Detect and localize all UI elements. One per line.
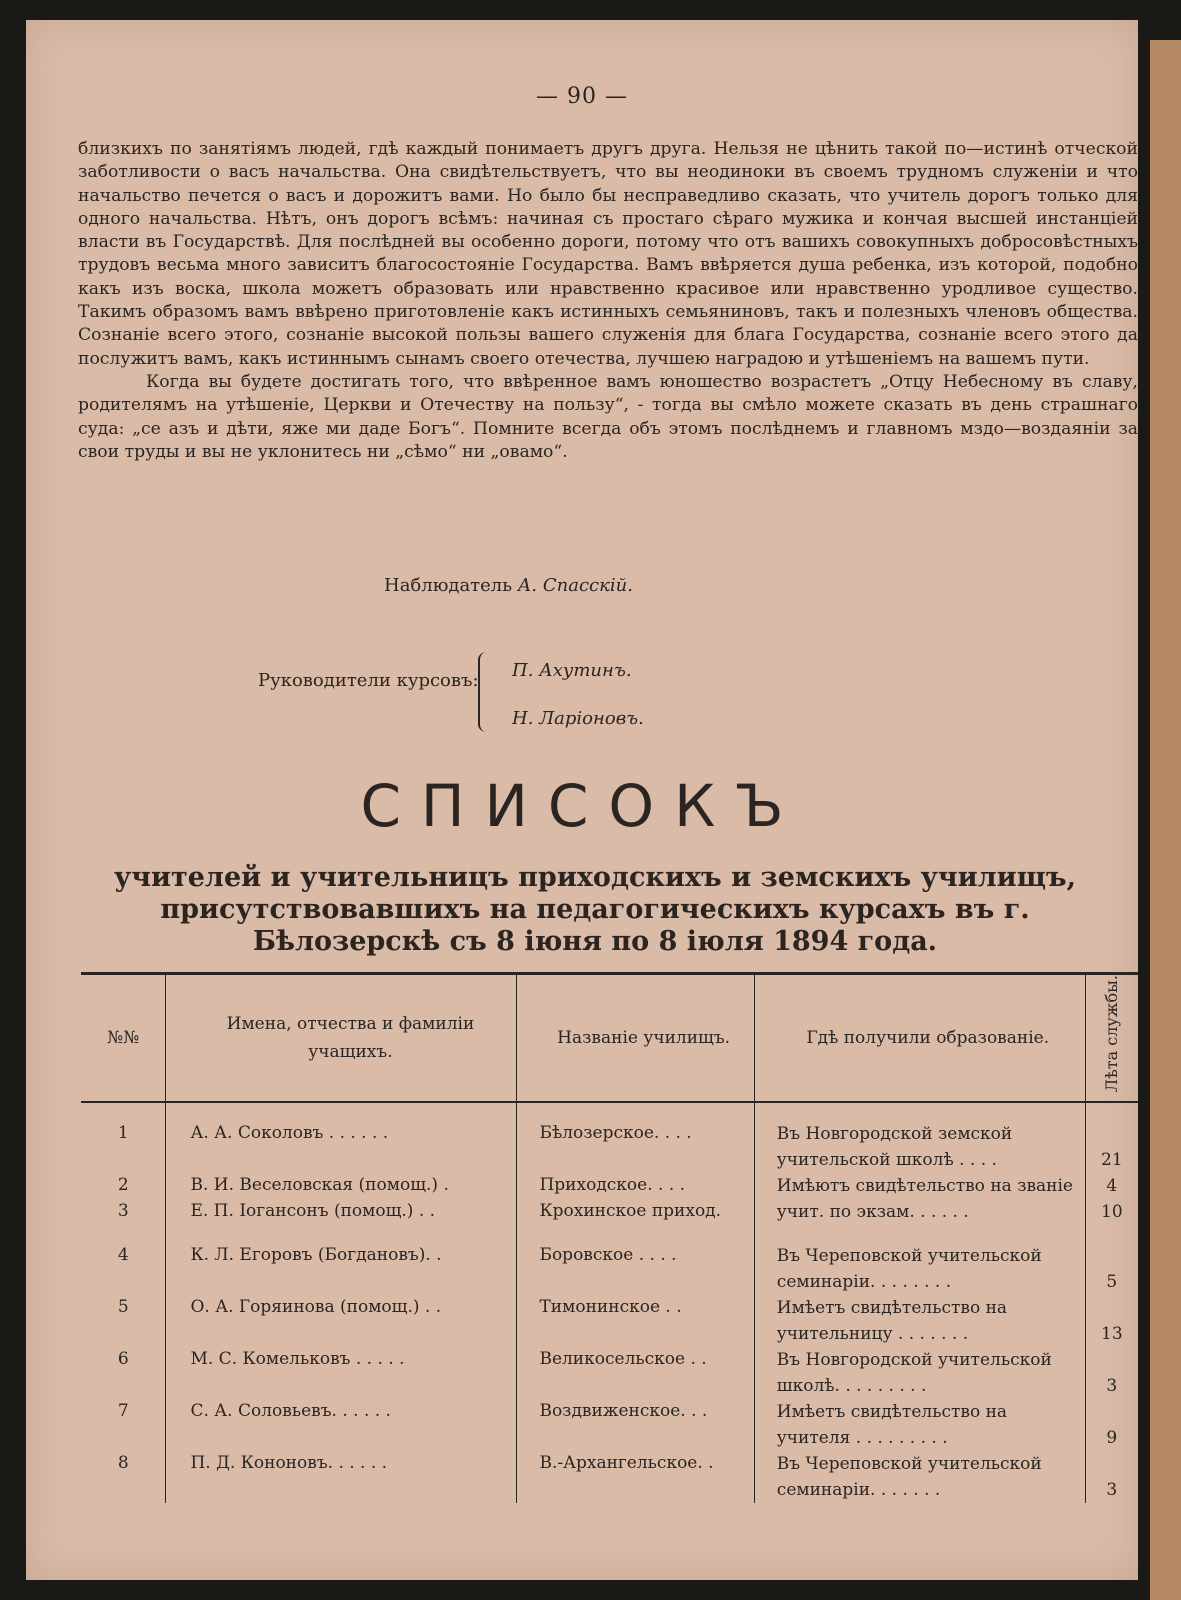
row-education: Имѣютъ свидѣтельство на званiе (754, 1173, 1085, 1199)
row-num: 1 (117, 1123, 129, 1144)
row-name: М. С. Комельковъ . . . . . (166, 1347, 517, 1399)
row-name: О. А. Горяинова (помощ.) . . (166, 1295, 517, 1347)
brace-bracket (478, 652, 490, 732)
table-row (81, 1451, 1138, 1503)
header-education: Гдѣ получили образованiе. (754, 975, 1085, 1102)
row-name: К. Л. Егоровъ (Богдановъ). . (166, 1243, 517, 1295)
row-education: Въ Череповской учительской семинарiи. . . . . . . . (754, 1243, 1085, 1295)
row-name: С. А. Соловьевъ. . . . . . (166, 1399, 517, 1451)
row-name: Е. П. Iогансонъ (помощ.) . . (166, 1199, 517, 1225)
row-num: 3 (117, 1201, 129, 1222)
next-page-edge (1150, 40, 1181, 1600)
row-education: учит. по экзам. . . . . . (754, 1199, 1085, 1225)
table-row (81, 1173, 1138, 1199)
row-education: Въ Новгородской учительской школѣ. . . . . . . . . (754, 1347, 1085, 1399)
row-years: 21 (1085, 1121, 1138, 1173)
leaders-label: Руководители курсовъ: (258, 670, 479, 691)
paragraph-1: близкихъ по занятiямъ людей, гдѣ каждый понимаетъ другъ друга. Нельзя не цѣнить такой по—истинѣ отческой заботливости о васъ начальства. Она свидѣтельствуетъ, что вы неодиноки въ своемъ трудномъ служенiи и что начальство печется о васъ и дорожитъ вами. Но было бы несправедливо сказать, что учитель дорогъ только для одного начальства. Нѣтъ, онъ дорогъ всѣмъ: начиная съ простаго сѣраго мужика и кончая высшей инстанцiей власти въ Государствѣ. Для послѣдней вы особенно дороги, потому что отъ вашихъ совокупныхъ добросовѣстныхъ трудовъ весьма много зависитъ благосостоянiе Государства. Вамъ ввѣряется душа ребенка, изъ которой, подобно какъ изъ воска, школа можетъ образовать или нравственно красивое или нравственно уродливое существо. Такимъ образомъ вамъ ввѣрено приготовленiе какъ истинныхъ семьяниновъ, такъ и полезныхъ членовъ общества. Сознанiе всего этого, сознанiе высокой пользы вашего служенiя для блага Государства, сознанiе всего этого да послужитъ вамъ, какъ истиннымъ сынамъ своего отечества, лучшею наградою и утѣшенiемъ на вашемъ пути. (78, 139, 1138, 369)
row-education: Въ Череповской учительской семинарiи. . . . . . . (754, 1451, 1085, 1503)
row-school: В.-Архангельское. . (517, 1451, 754, 1503)
row-education: Въ Новгородской земской учительской школѣ . . . . (754, 1121, 1085, 1173)
list-title: СПИСОКЪ (360, 772, 804, 840)
list-subtitle: учителей и учительницъ приходскихъ и земскихъ училищъ, присутствовавшихъ на педагогическихъ курсахъ въ г. Бѣлозерскѣ съ 8 iюня по 8 iюля 1894 года. (113, 862, 1077, 957)
document-page (26, 20, 1138, 1580)
body-text (78, 138, 1138, 464)
page-number: — 90 — (536, 84, 628, 109)
observer-label: Наблюдатель (384, 575, 513, 596)
observer-name: А. Спасскiй. (517, 575, 633, 596)
row-num: 5 (117, 1297, 129, 1318)
row-years: 3 (1085, 1347, 1138, 1399)
row-school: Приходское. . . . (517, 1173, 754, 1199)
row-school: Крохинское приход. (517, 1199, 754, 1225)
header-years (1085, 975, 1138, 1102)
table-header-row (81, 975, 1138, 1102)
row-years: 10 (1085, 1199, 1138, 1225)
table-row (81, 1399, 1138, 1451)
header-num: №№ (81, 975, 166, 1102)
table-row (81, 1295, 1138, 1347)
row-school: Воздвиженское. . . (517, 1399, 754, 1451)
table-row (81, 1199, 1138, 1225)
row-school: Бѣлозерское. . . . (517, 1121, 754, 1173)
table-row (81, 1243, 1138, 1295)
row-num: 8 (117, 1453, 129, 1474)
row-num: 7 (117, 1401, 129, 1422)
leaders-names (512, 647, 644, 743)
row-num: 2 (117, 1175, 129, 1196)
header-school: Названiе училищъ. (517, 975, 754, 1102)
row-years: 3 (1085, 1451, 1138, 1503)
row-years: 5 (1085, 1243, 1138, 1295)
row-name: А. А. Соколовъ . . . . . . (166, 1121, 517, 1173)
header-name: Имена, отчества и фамилiи учащихъ. (166, 975, 517, 1102)
leader-name-1: П. Ахутинъ. (512, 660, 632, 681)
table-row (81, 1121, 1138, 1173)
paragraph-2: Когда вы будете достигать того, что ввѣренное вамъ юношество возрастетъ „Отцу Небесному въ славу, родителямъ на утѣшенiе, Церкви и Отечеству на пользу“, - тогда вы смѣло можете сказать въ день страшнаго суда: „се азъ и дѣти, яже ми даде Богъ“. Помните всегда объ этомъ послѣднемъ и главномъ мздо—воздаянiи за свои труды и вы не уклонитесь ни „сѣмо“ ни „овамо“. (78, 371, 1138, 462)
row-school: Боровское . . . . (517, 1243, 754, 1295)
row-years: 13 (1085, 1295, 1138, 1347)
teachers-table-wrap (81, 972, 1138, 1503)
row-num: 4 (117, 1245, 129, 1266)
row-name: В. И. Веселовская (помощ.) . (166, 1173, 517, 1199)
leader-name-2: Н. Ларiоновъ. (512, 708, 644, 729)
row-education: Имѣетъ свидѣтельство на учительницу . . . . . . . (754, 1295, 1085, 1347)
row-school: Великосельское . . (517, 1347, 754, 1399)
teachers-table (81, 975, 1138, 1503)
header-years-label: Лѣта службы. (1101, 975, 1121, 1093)
row-years: 4 (1085, 1173, 1138, 1199)
table-row (81, 1347, 1138, 1399)
row-name: П. Д. Кононовъ. . . . . . (166, 1451, 517, 1503)
row-school: Тимонинское . . (517, 1295, 754, 1347)
row-years: 9 (1085, 1399, 1138, 1451)
row-num: 6 (117, 1349, 129, 1370)
observer-signature (384, 575, 633, 596)
row-education: Имѣетъ свидѣтельство на учителя . . . . . . . . . (754, 1399, 1085, 1451)
